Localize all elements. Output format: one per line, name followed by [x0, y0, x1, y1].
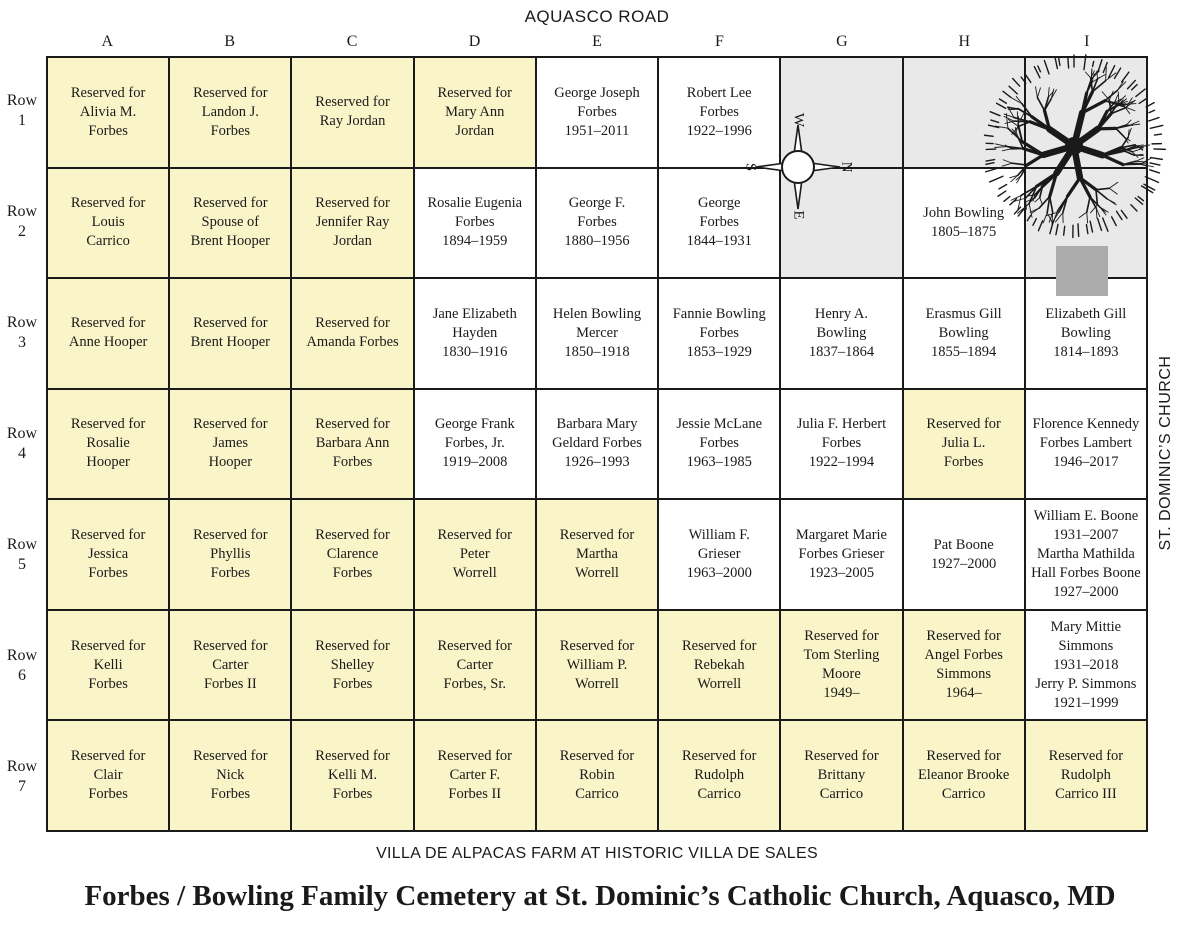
column-headers: [46, 33, 1148, 53]
compass-letter-south: S: [742, 162, 759, 172]
plot-C1: Reserved for Ray Jordan: [292, 58, 412, 167]
column-header-E: E: [592, 33, 602, 50]
cemetery-grid: [46, 56, 1148, 832]
row-label-7: Row 7: [6, 757, 38, 795]
map-title: Forbes / Bowling Family Cemetery at St. Dominic’s Catholic Church, Aquasco, MD: [84, 880, 1116, 912]
gray-marker-square: [1056, 246, 1108, 296]
plot-D6: Reserved for Carter Forbes, Sr.: [415, 611, 535, 720]
plot-I5: William E. Boone 1931–2007 Martha Mathilda Hall Forbes Boone 1927–2000: [1026, 500, 1146, 609]
column-header-A: A: [101, 33, 113, 50]
plot-G3: Henry A. Bowling 1837–1864: [781, 279, 901, 388]
plot-E4: Barbara Mary Geldard Forbes 1926–1993: [537, 390, 657, 499]
plot-B1: Reserved for Landon J. Forbes: [170, 58, 290, 167]
plot-F7: Reserved for Rudolph Carrico: [659, 721, 779, 830]
plot-H4: Reserved for Julia L. Forbes: [904, 390, 1024, 499]
column-header-G: G: [836, 33, 848, 50]
aquasco-road-label: AQUASCO ROAD: [524, 7, 670, 26]
plot-C4: Reserved for Barbara Ann Forbes: [292, 390, 412, 499]
plot-G5: Margaret Marie Forbes Grieser 1923–2005: [781, 500, 901, 609]
plot-G7: Reserved for Brittany Carrico: [781, 721, 901, 830]
row-labels: [0, 56, 44, 832]
st-dominics-church-label: ST. DOMINIC’S CHURCH: [1157, 355, 1174, 551]
plot-F1: Robert Lee Forbes 1922–1996: [659, 58, 779, 167]
plot-grid: [46, 56, 1148, 832]
compass-letter-north: N: [838, 161, 855, 173]
plot-B5: Reserved for Phyllis Forbes: [170, 500, 290, 609]
plot-E6: Reserved for William P. Worrell: [537, 611, 657, 720]
plot-I7: Reserved for Rudolph Carrico III: [1026, 721, 1146, 830]
row-label-1: Row 1: [6, 92, 38, 130]
plot-G4: Julia F. Herbert Forbes 1922–1994: [781, 390, 901, 499]
plot-A6: Reserved for Kelli Forbes: [48, 611, 168, 720]
plot-H6: Reserved for Angel Forbes Simmons 1964–: [904, 611, 1024, 720]
plot-C3: Reserved for Amanda Forbes: [292, 279, 412, 388]
plot-E3: Helen Bowling Mercer 1850–1918: [537, 279, 657, 388]
plot-D3: Jane Elizabeth Hayden 1830–1916: [415, 279, 535, 388]
plot-G6: Reserved for Tom Sterling Moore 1949–: [781, 611, 901, 720]
plot-B2: Reserved for Spouse of Brent Hooper: [170, 169, 290, 278]
plot-H5: Pat Boone 1927–2000: [904, 500, 1024, 609]
plot-F2: George Forbes 1844–1931: [659, 169, 779, 278]
villa-de-alpacas-label: VILLA DE ALPACAS FARM AT HISTORIC VILLA DE SALES: [376, 845, 818, 862]
plot-H2: John Bowling 1805–1875: [904, 169, 1024, 278]
plot-H1: [904, 58, 1024, 167]
plot-D7: Reserved for Carter F. Forbes II: [415, 721, 535, 830]
plot-H3: Erasmus Gill Bowling 1855–1894: [904, 279, 1024, 388]
plot-B4: Reserved for James Hooper: [170, 390, 290, 499]
row-label-4: Row 4: [6, 424, 38, 462]
compass-star: [743, 112, 853, 222]
plot-C2: Reserved for Jennifer Ray Jordan: [292, 169, 412, 278]
column-header-I: I: [1084, 33, 1090, 50]
plot-F6: Reserved for Rebekah Worrell: [659, 611, 779, 720]
plot-H7: Reserved for Eleanor Brooke Carrico: [904, 721, 1024, 830]
row-label-3: Row 3: [6, 314, 38, 352]
plot-F3: Fannie Bowling Forbes 1853–1929: [659, 279, 779, 388]
plot-D1: Reserved for Mary Ann Jordan: [415, 58, 535, 167]
plot-A5: Reserved for Jessica Forbes: [48, 500, 168, 609]
plot-A3: Reserved for Anne Hooper: [48, 279, 168, 388]
column-header-H: H: [958, 33, 971, 50]
plot-C5: Reserved for Clarence Forbes: [292, 500, 412, 609]
plot-A4: Reserved for Rosalie Hooper: [48, 390, 168, 499]
plot-B7: Reserved for Nick Forbes: [170, 721, 290, 830]
plot-A2: Reserved for Louis Carrico: [48, 169, 168, 278]
plot-B6: Reserved for Carter Forbes II: [170, 611, 290, 720]
column-header-F: F: [714, 33, 724, 50]
row-label-5: Row 5: [6, 535, 38, 573]
plot-F5: William F. Grieser 1963–2000: [659, 500, 779, 609]
plot-C6: Reserved for Shelley Forbes: [292, 611, 412, 720]
plot-B3: Reserved for Brent Hooper: [170, 279, 290, 388]
plot-E1: George Joseph Forbes 1951–2011: [537, 58, 657, 167]
row-label-2: Row 2: [6, 203, 38, 241]
plot-E5: Reserved for Martha Worrell: [537, 500, 657, 609]
compass-letter-west: W: [790, 112, 807, 128]
plot-C7: Reserved for Kelli M. Forbes: [292, 721, 412, 830]
plot-F4: Jessie McLane Forbes 1963–1985: [659, 390, 779, 499]
plot-D4: George Frank Forbes, Jr. 1919–2008: [415, 390, 535, 499]
column-header-C: C: [346, 33, 358, 50]
plot-D2: Rosalie Eugenia Forbes 1894–1959: [415, 169, 535, 278]
plot-D5: Reserved for Peter Worrell: [415, 500, 535, 609]
plot-E7: Reserved for Robin Carrico: [537, 721, 657, 830]
column-header-B: B: [224, 33, 235, 50]
plot-A7: Reserved for Clair Forbes: [48, 721, 168, 830]
plot-I4: Florence Kennedy Forbes Lambert 1946–2017: [1026, 390, 1146, 499]
column-header-D: D: [468, 33, 481, 50]
plot-I6: Mary Mittie Simmons 1931–2018 Jerry P. Simmons 1921–1999: [1026, 611, 1146, 720]
plot-A1: Reserved for Alivia M. Forbes: [48, 58, 168, 167]
plot-I1: [1026, 58, 1146, 167]
compass-rose-icon: [743, 112, 853, 222]
plot-I3: Elizabeth Gill Bowling 1814–1893: [1026, 279, 1146, 388]
compass-letter-east: E: [790, 210, 807, 220]
plot-E2: George F. Forbes 1880–1956: [537, 169, 657, 278]
row-label-6: Row 6: [6, 646, 38, 684]
